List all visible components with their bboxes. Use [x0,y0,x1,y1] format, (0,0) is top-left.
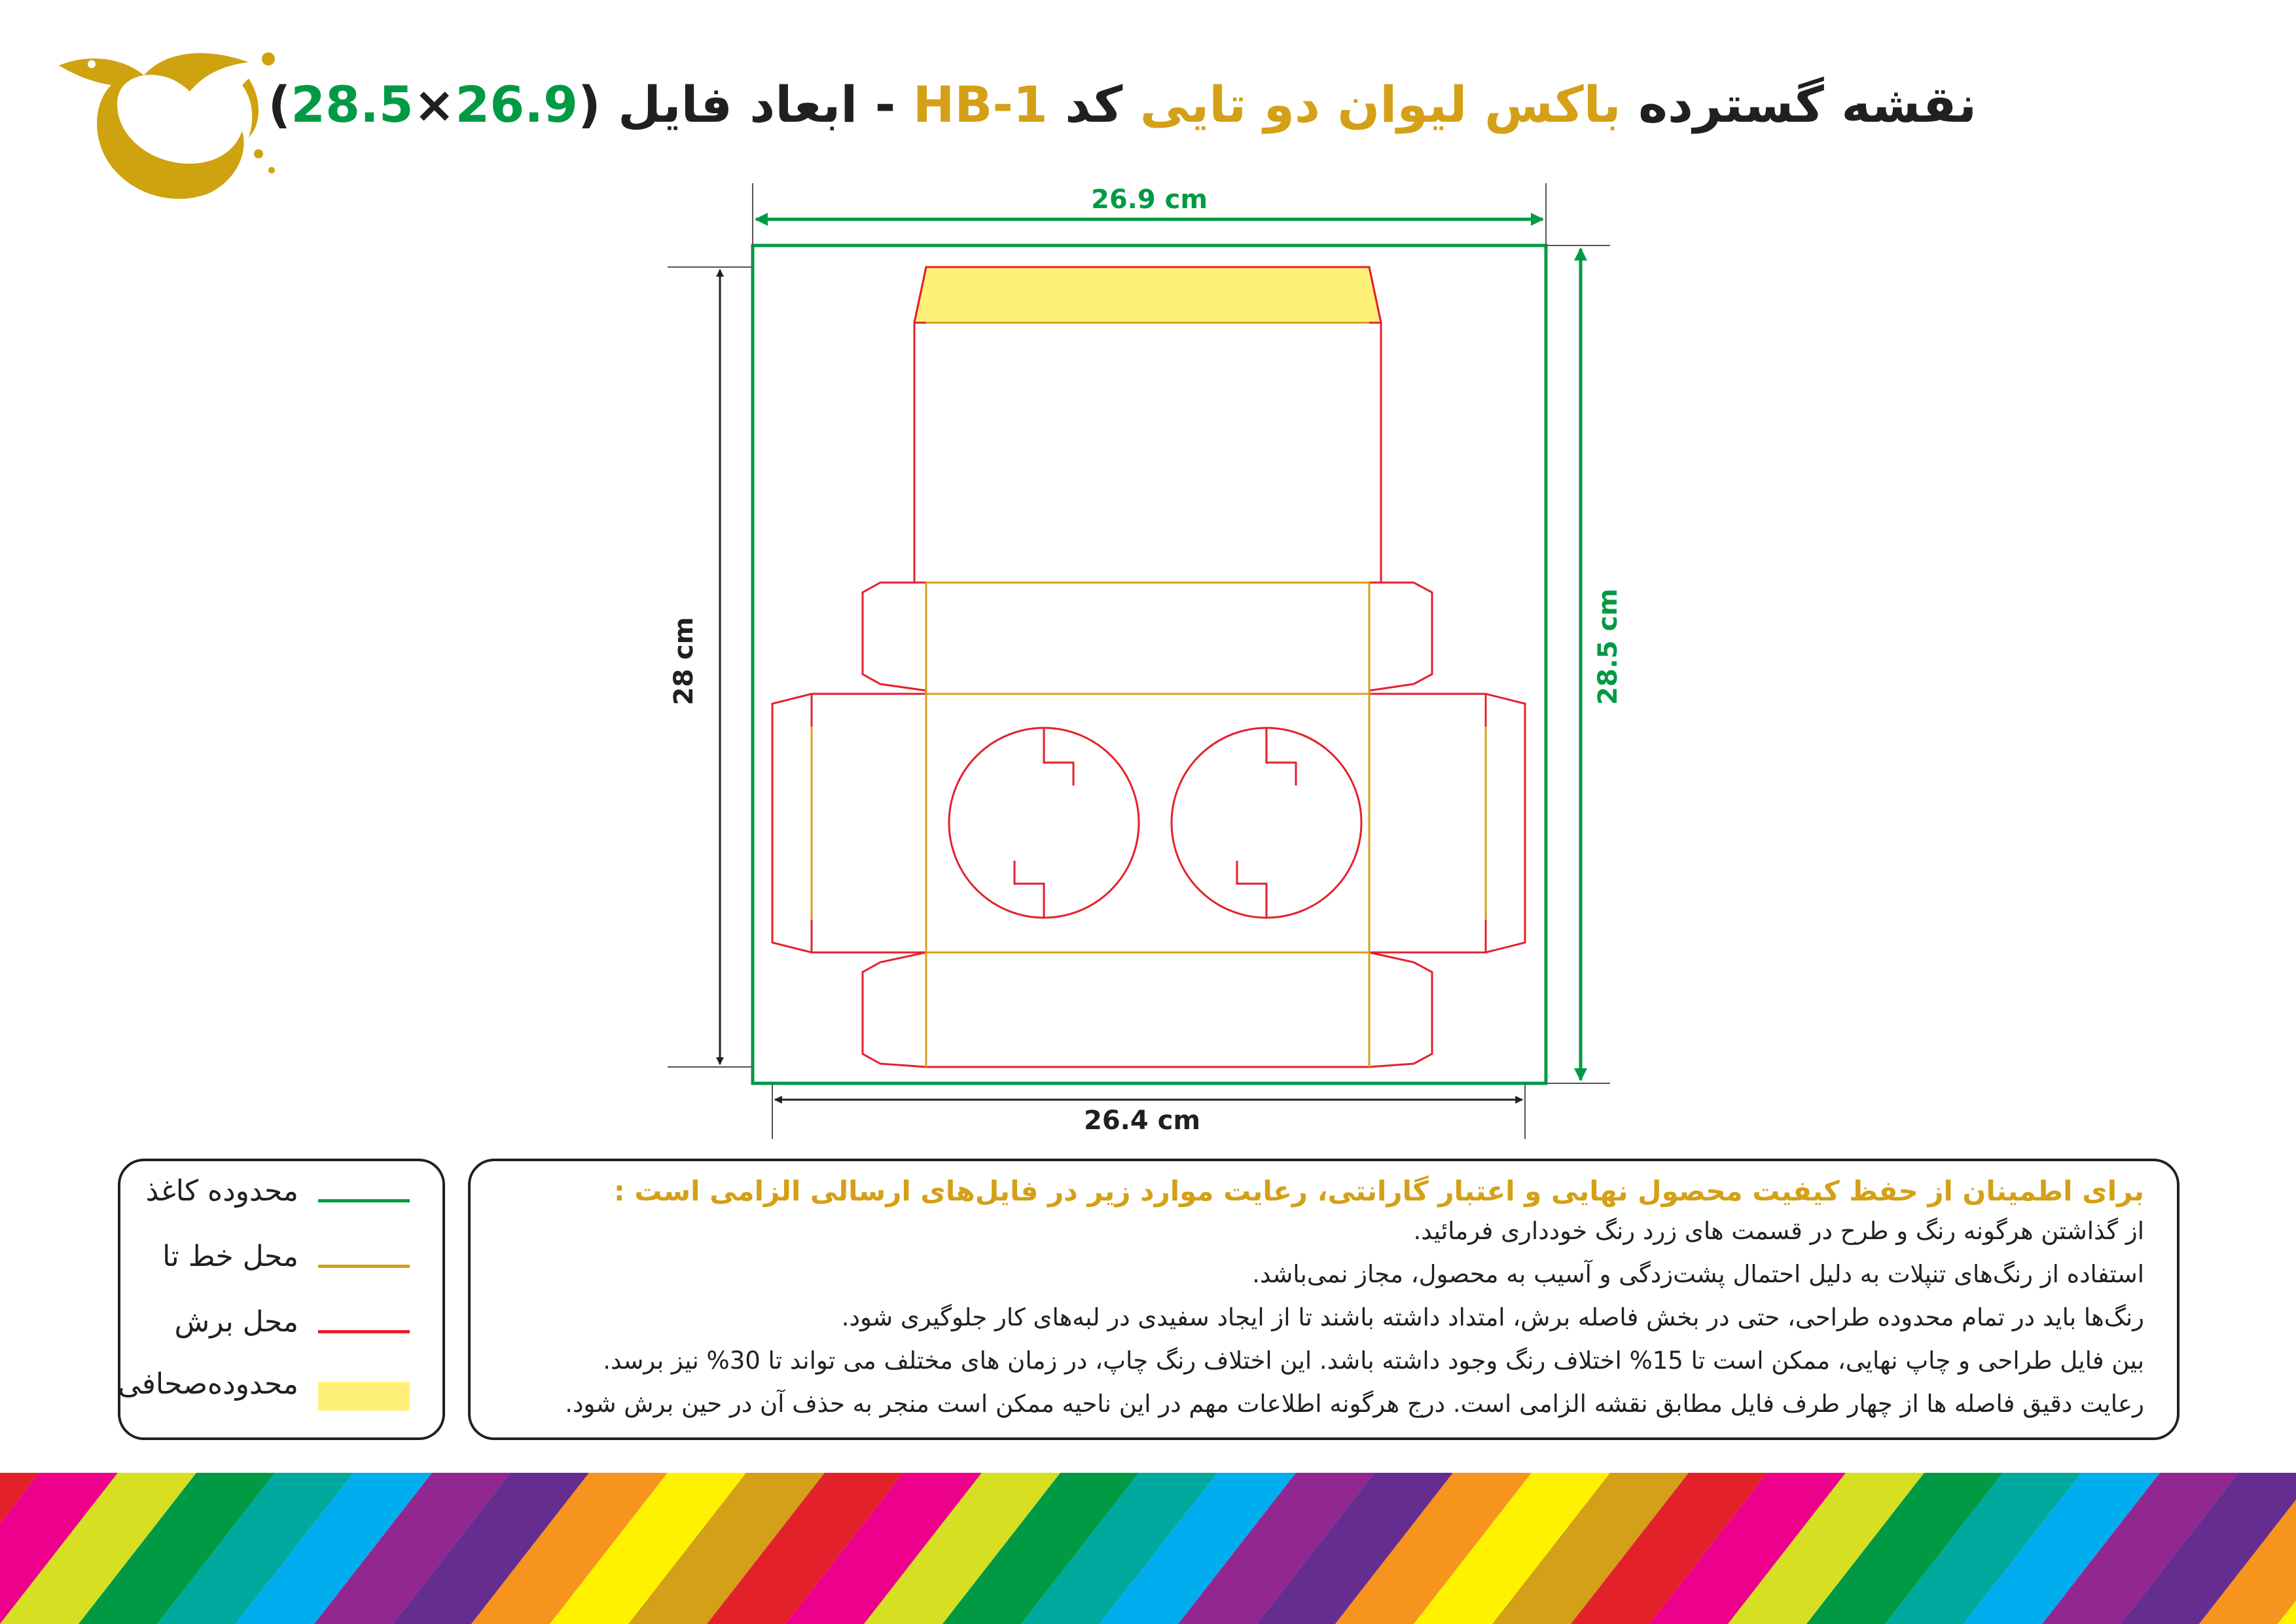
cut-lines [772,267,1525,1067]
dim-label-right: 28.5 cm [1593,588,1623,706]
legend-item-cut [140,1305,423,1358]
notes-box [468,1159,2179,1440]
title-part: ) [268,75,291,134]
title-product-name: باکس لیوان دو تایی [1139,75,1621,134]
notes-line: استفاده از رنگ‌های تنپلات به دلیل احتمال پشت‌زدگی و آسیب به محصول، مجاز نمی‌باشد. [1252,1260,2144,1288]
legend-swatch [318,1199,410,1202]
notes-heading: برای اطمینان از حفظ کیفیت محصول نهایی و اعتبار گارانتی، رعایت موارد زیر در فایل‌های ارسالی الزامی است : [613,1175,2144,1207]
legend-swatch [318,1382,410,1411]
paper-boundary [753,245,1546,1083]
title-width: 26.9 [455,75,578,134]
title-part: کد [1047,75,1140,134]
notes-line: رنگ‌ها باید در تمام محدوده طراحی، حتی در بخش فاصله برش، امتداد داشته باشند تا از ایجاد سفیدی در لبه‌های کار جلوگیری شود. [841,1303,2144,1331]
legend-swatch [318,1330,410,1333]
legend-item-bleed [118,1367,423,1420]
rainbow-stripes [0,1473,2296,1624]
notes-line: بین فایل طراحی و چاپ نهایی، ممکن است تا 15% اختلاف رنگ وجود داشته باشد. این اختلاف رنگ چاپ، در زمان های مختلف می تواند تا 30% نیز برسد. [603,1346,2144,1375]
guide-lines [668,183,1610,1139]
title-height: 28.5 [291,75,414,134]
dim-label-bottom: 26.4 cm [1083,1106,1201,1136]
legend-label: محدوده‌صحافی [118,1367,298,1401]
notes-line: از گذاشتن هرگونه رنگ و طرح در قسمت های زرد رنگ خودداری فرمائید. [1413,1217,2144,1245]
bleed-area [914,267,1381,323]
title-times: × [413,75,456,134]
title-part: نقشه گسترده [1621,75,1977,134]
notes-line: رعایت دقیق فاصله ها از چهار طرف فایل مطابق نقشه الزامی است. درج هرگونه اطلاعات مهم در این ناحیه ممکن است منجر به حذف آن در حین برش شود. [565,1390,2144,1418]
legend-label: محدوده کاغذ [145,1174,298,1208]
legend-label: محل خط تا [162,1240,298,1273]
legend-item-fold [140,1240,423,1292]
legend-label: محل برش [174,1305,298,1339]
legend-box [118,1159,445,1440]
legend-item-paper [140,1174,423,1227]
dim-label-top: 26.9 cm [1090,185,1208,215]
title-part: - ابعاد فایل ( [577,75,913,134]
title-product-code: HB-1 [912,75,1048,134]
dim-label-left: 28 cm [669,617,699,706]
legend-swatch [318,1265,410,1268]
